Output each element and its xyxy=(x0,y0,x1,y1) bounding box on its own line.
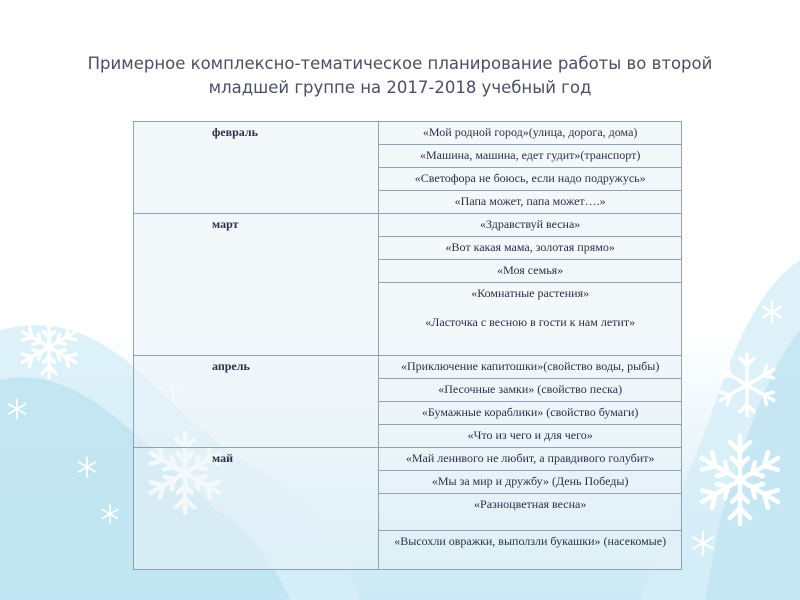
page-title xyxy=(40,52,760,100)
topic-cell: «Мы за мир и дружбу» (День Победы) xyxy=(379,471,682,494)
topic-cell: «Песочные замки» (свойство песка) xyxy=(379,379,682,402)
topic-cell: «Высохли овражки, выползли букашки» (насекомые) xyxy=(379,531,682,570)
title-line-2: младшей группе на 2017-2018 учебный год xyxy=(208,78,592,97)
snowflake-icon xyxy=(690,530,716,556)
table-row xyxy=(134,214,682,237)
topic-cell: «Мой родной город»(улица, дорога, дома) xyxy=(379,122,682,145)
month-cell-february: февраль xyxy=(134,122,379,214)
table-row xyxy=(134,448,682,471)
topic-cell: «Вот какая мама, золотая прямо» xyxy=(379,237,682,260)
topic-cell: «Что из чего и для чего» xyxy=(379,425,682,448)
snowflake-icon xyxy=(14,312,84,382)
snowflake-icon xyxy=(760,300,784,324)
topic-text: «Комнатные растения» xyxy=(471,286,590,300)
topic-cell: «Здравствуй весна» xyxy=(379,214,682,237)
topic-cell xyxy=(379,283,682,356)
month-cell-may: май xyxy=(134,448,379,570)
topic-cell: «Моя семья» xyxy=(379,260,682,283)
topic-cell: «Светофора не боюсь, если надо подружусь» xyxy=(379,168,682,191)
snowflake-icon xyxy=(712,350,782,420)
snowflake-icon xyxy=(76,456,98,478)
title-line-1: Примерное комплексно-тематическое планирование работы во второй xyxy=(87,54,713,73)
table-row xyxy=(134,356,682,379)
snowflake-icon xyxy=(714,272,750,308)
planning-table xyxy=(133,121,682,570)
topic-text: «Ласточка с весною в гости к нам летит» xyxy=(425,315,636,329)
topic-cell: «Бумажные кораблики» (свойство бумаги) xyxy=(379,402,682,425)
snowflake-icon xyxy=(690,430,790,530)
snowflake-icon xyxy=(6,398,28,420)
topic-cell: «Машина, машина, едет гудит»(транспорт) xyxy=(379,145,682,168)
snowflake-icon xyxy=(100,504,120,524)
topic-cell: «Май ленивого не любит, а правдивого голубит» xyxy=(379,448,682,471)
month-cell-march: март xyxy=(134,214,379,356)
month-cell-april: апрель xyxy=(134,356,379,448)
topic-cell: «Папа может, папа может….» xyxy=(379,191,682,214)
table-row xyxy=(134,122,682,145)
topic-cell: «Разноцветная весна» xyxy=(379,494,682,531)
topic-cell: «Приключение капитошки»(свойство воды, рыбы) xyxy=(379,356,682,379)
